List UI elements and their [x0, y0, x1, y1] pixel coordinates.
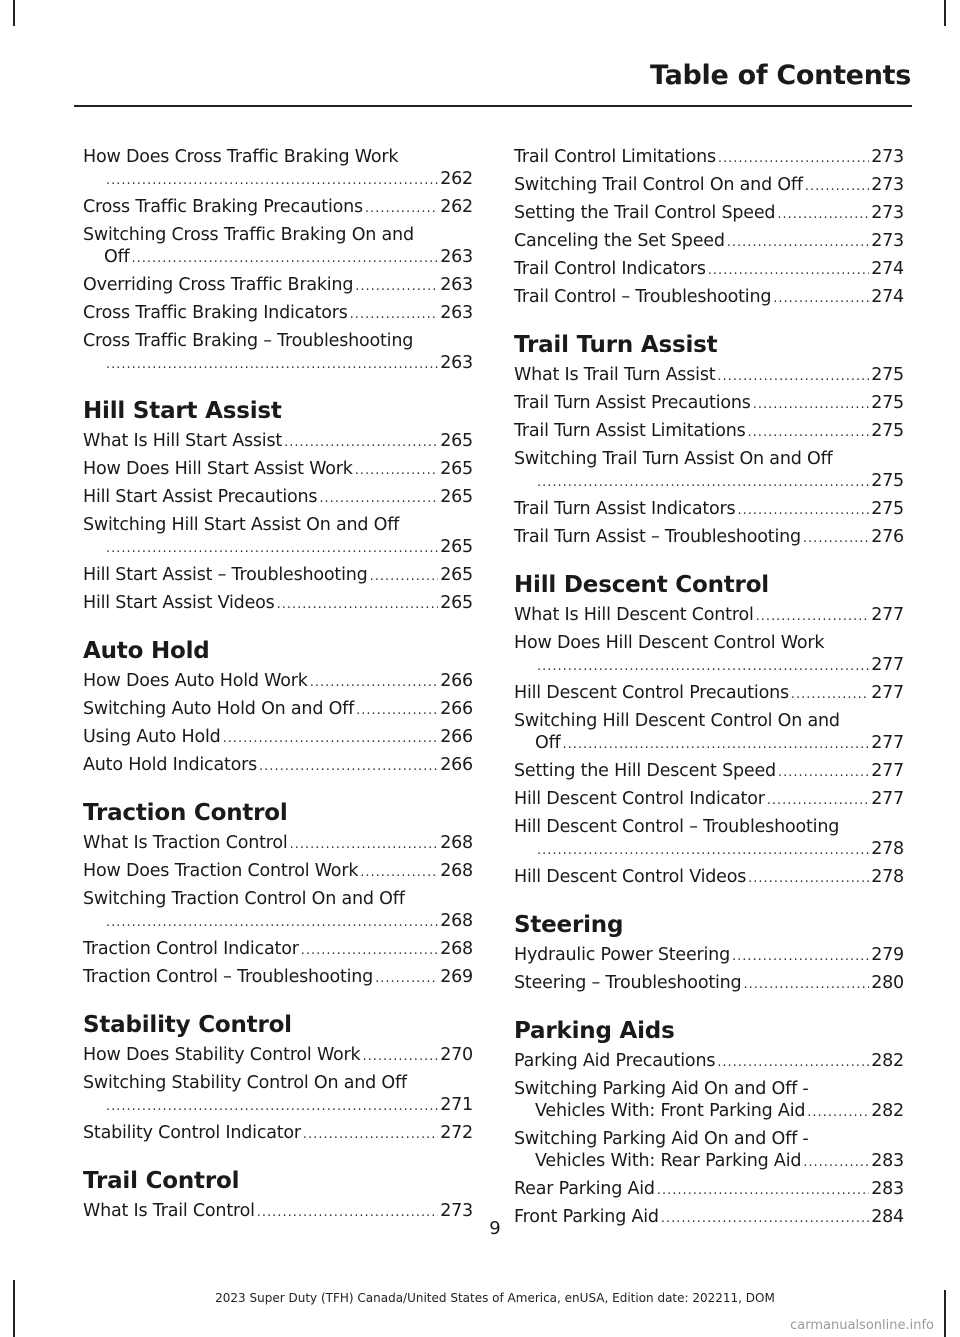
toc-entry-label: How Does Auto Hold Work	[83, 671, 308, 691]
toc-entry-page: 266	[440, 671, 473, 691]
toc-entry[interactable]	[83, 458, 473, 482]
toc-entry-leader-row	[83, 352, 473, 376]
toc-entry-leader-row	[514, 788, 904, 812]
toc-entry[interactable]	[83, 486, 473, 510]
toc-entry-label: Switching Parking Aid On and Off -	[514, 1079, 809, 1099]
dot-leader	[807, 1102, 869, 1124]
toc-entry-label: Stability Control Indicator	[83, 1123, 301, 1143]
toc-entry[interactable]	[83, 726, 473, 750]
toc-entry-page: 275	[871, 471, 904, 491]
toc-entry-label: Overriding Cross Traffic Braking	[83, 275, 354, 295]
dot-leader	[737, 500, 869, 522]
toc-entry[interactable]	[83, 966, 473, 990]
toc-entry-leader-row	[83, 938, 473, 962]
toc-entry-label: Canceling the Set Speed	[514, 231, 725, 251]
toc-entry-leader-row	[83, 274, 473, 298]
toc-entry-page: 283	[871, 1151, 904, 1171]
toc-entry-page: 280	[871, 973, 904, 993]
dot-leader	[777, 204, 869, 226]
toc-entry-label: Hill Descent Control Precautions	[514, 683, 789, 703]
dot-leader	[717, 1052, 869, 1074]
toc-entry[interactable]	[514, 174, 904, 198]
toc-entry[interactable]	[514, 498, 904, 522]
edition-footer: 2023 Super Duty (TFH) Canada/United States of America, enUSA, Edition date: 202211, DOM	[215, 1291, 775, 1305]
toc-entry-page: 276	[871, 527, 904, 547]
toc-entry[interactable]	[514, 788, 904, 812]
toc-entry-leader-row	[514, 286, 904, 310]
toc-entry[interactable]	[83, 302, 473, 326]
toc-entry-leader-row	[514, 654, 904, 678]
toc-entry[interactable]	[83, 196, 473, 220]
toc-entry-leader-row	[514, 604, 904, 628]
toc-entry-label: How Does Traction Control Work	[83, 861, 359, 881]
toc-entry-label: Rear Parking Aid	[514, 1179, 655, 1199]
toc-entry-leader-row	[514, 498, 904, 522]
toc-entry[interactable]	[514, 202, 904, 226]
toc-entry-leader-row	[514, 732, 904, 756]
toc-entry[interactable]	[83, 1072, 473, 1118]
crop-mark-top-right	[944, 0, 946, 26]
toc-entry-label: Switching Hill Start Assist On and Off	[83, 515, 400, 535]
toc-entry-leader-row	[83, 754, 473, 778]
toc-entry[interactable]	[83, 146, 473, 192]
dot-leader	[743, 974, 869, 996]
toc-entry-leader-row	[83, 966, 473, 990]
toc-entry-page: 277	[871, 789, 904, 809]
toc-entry[interactable]	[514, 392, 904, 416]
toc-entry-label: Hill Descent Control Indicator	[514, 789, 765, 809]
dot-leader	[778, 762, 869, 784]
toc-entry-page: 273	[871, 175, 904, 195]
page-title: Table of Contents	[649, 60, 911, 91]
toc-entry-page: 263	[440, 353, 473, 373]
toc-entry-page: 265	[440, 487, 473, 507]
toc-entry-page: 263	[440, 303, 473, 323]
toc-entry-leader-row	[514, 760, 904, 784]
dot-leader	[106, 170, 438, 192]
toc-entry-label-continued: Vehicles With: Front Parking Aid	[535, 1101, 806, 1121]
dot-leader	[791, 684, 869, 706]
dot-leader	[718, 148, 869, 170]
dot-leader	[767, 790, 869, 812]
toc-entry[interactable]	[514, 816, 904, 862]
toc-entry-page: 275	[871, 365, 904, 385]
toc-entry-label-continued: Off	[104, 247, 130, 267]
toc-entry-page: 277	[871, 761, 904, 781]
toc-entry[interactable]	[514, 146, 904, 170]
section-heading: Parking Aids	[514, 1018, 675, 1044]
dot-leader	[708, 260, 869, 282]
toc-entry[interactable]	[514, 420, 904, 444]
toc-entry-page: 273	[440, 1201, 473, 1221]
toc-entry[interactable]	[514, 682, 904, 706]
toc-entry-leader-row	[83, 860, 473, 884]
toc-entry[interactable]	[514, 604, 904, 628]
toc-entry-label: Hill Descent Control – Troubleshooting	[514, 817, 840, 837]
watermark: carmanualsonline.info	[790, 1318, 934, 1333]
section-heading: Trail Turn Assist	[514, 332, 718, 358]
toc-entry-page: 268	[440, 861, 473, 881]
toc-entry-leader-row	[83, 486, 473, 510]
section-heading: Stability Control	[83, 1012, 292, 1038]
toc-entry-leader-row	[83, 910, 473, 934]
toc-entry-label: Hill Descent Control Videos	[514, 867, 747, 887]
toc-entry[interactable]	[514, 944, 904, 968]
section-heading: Hill Start Assist	[83, 398, 282, 424]
toc-entry[interactable]	[83, 592, 473, 616]
dot-leader	[350, 304, 439, 326]
toc-entry-page: 279	[871, 945, 904, 965]
toc-entry-page: 283	[871, 1179, 904, 1199]
toc-entry-leader-row	[83, 302, 473, 326]
toc-entry-page: 278	[871, 839, 904, 859]
toc-entry-label: Trail Turn Assist Precautions	[514, 393, 751, 413]
toc-entry-page: 265	[440, 537, 473, 557]
toc-entry-label: Setting the Trail Control Speed	[514, 203, 776, 223]
toc-entry-leader-row	[83, 592, 473, 616]
dot-leader	[106, 1096, 438, 1118]
section-heading: Hill Descent Control	[514, 572, 769, 598]
dot-leader	[365, 198, 438, 220]
toc-entry[interactable]	[514, 230, 904, 254]
toc-entry-leader-row	[514, 470, 904, 494]
toc-entry-page: 271	[440, 1095, 473, 1115]
dot-leader	[805, 176, 869, 198]
toc-entry-leader-row	[83, 430, 473, 454]
toc-entry-label: Switching Hill Descent Control On and	[514, 711, 840, 731]
toc-entry[interactable]	[514, 1078, 904, 1124]
toc-entry-leader-row	[514, 364, 904, 388]
dot-leader	[223, 728, 439, 750]
toc-entry-page: 277	[871, 733, 904, 753]
toc-entry-page: 275	[871, 393, 904, 413]
toc-entry[interactable]	[514, 1128, 904, 1174]
toc-entry-page: 277	[871, 683, 904, 703]
dot-leader	[370, 566, 439, 588]
toc-entry[interactable]	[83, 670, 473, 694]
toc-entry-label: Hill Start Assist Videos	[83, 593, 275, 613]
section-heading: Auto Hold	[83, 638, 210, 664]
toc-entry-leader-row	[514, 1100, 904, 1124]
toc-entry-leader-row	[83, 670, 473, 694]
dot-leader	[537, 656, 869, 678]
toc-entry-page: 273	[871, 231, 904, 251]
dot-leader	[362, 1046, 438, 1068]
section-heading: Traction Control	[83, 800, 288, 826]
toc-entry[interactable]	[514, 286, 904, 310]
toc-entry[interactable]	[83, 860, 473, 884]
toc-entry-leader-row	[514, 838, 904, 862]
toc-entry-label: Front Parking Aid	[514, 1207, 659, 1227]
dot-leader	[301, 940, 438, 962]
toc-entry-page: 282	[871, 1051, 904, 1071]
toc-entry[interactable]	[83, 564, 473, 588]
toc-entry-leader-row	[514, 972, 904, 996]
dot-leader	[748, 422, 870, 444]
toc-entry-leader-row	[83, 196, 473, 220]
toc-entry-page: 274	[871, 259, 904, 279]
toc-entry-label: How Does Stability Control Work	[83, 1045, 361, 1065]
section-heading: Steering	[514, 912, 624, 938]
dot-leader	[773, 288, 869, 310]
toc-entry-label: Trail Turn Assist Limitations	[514, 421, 746, 441]
toc-entry-leader-row	[514, 392, 904, 416]
dot-leader	[537, 840, 869, 862]
toc-entry[interactable]	[514, 972, 904, 996]
toc-entry-leader-row	[514, 420, 904, 444]
toc-left-column	[83, 146, 473, 1228]
toc-entry-label: Switching Trail Control On and Off	[514, 175, 803, 195]
toc-entry[interactable]	[514, 526, 904, 550]
toc-entry-leader-row	[514, 944, 904, 968]
toc-entry-leader-row	[514, 146, 904, 170]
toc-entry-label: Cross Traffic Braking – Troubleshooting	[83, 331, 414, 351]
toc-entry-label: How Does Hill Descent Control Work	[514, 633, 825, 653]
toc-entry-label: Switching Auto Hold On and Off	[83, 699, 355, 719]
toc-entry[interactable]	[83, 274, 473, 298]
dot-leader	[563, 734, 870, 756]
toc-entry-label: Traction Control Indicator	[83, 939, 299, 959]
toc-entry-page: 268	[440, 911, 473, 931]
toc-entry[interactable]	[514, 710, 904, 756]
toc-entry-label: Steering – Troubleshooting	[514, 973, 742, 993]
toc-entry-leader-row	[83, 536, 473, 560]
toc-entry-label: Parking Aid Precautions	[514, 1051, 716, 1071]
toc-entry-leader-row	[83, 168, 473, 192]
dot-leader	[537, 472, 869, 494]
toc-entry[interactable]	[514, 760, 904, 784]
crop-mark-bottom-left	[13, 1280, 15, 1337]
toc-entry-page: 284	[871, 1207, 904, 1227]
toc-entry[interactable]	[83, 1122, 473, 1146]
toc-entry[interactable]	[514, 866, 904, 890]
dot-leader	[360, 862, 438, 884]
toc-entry[interactable]	[514, 1050, 904, 1074]
toc-entry[interactable]	[83, 330, 473, 376]
toc-entry-page: 277	[871, 605, 904, 625]
dot-leader	[284, 432, 438, 454]
dot-leader	[732, 946, 869, 968]
dot-leader	[803, 1152, 869, 1174]
toc-entry-label: Switching Cross Traffic Braking On and	[83, 225, 414, 245]
toc-entry-label-continued: Off	[535, 733, 561, 753]
dot-leader	[259, 756, 438, 778]
toc-entry-page: 282	[871, 1101, 904, 1121]
toc-entry-page: 278	[871, 867, 904, 887]
toc-entry-page: 270	[440, 1045, 473, 1065]
toc-entry-page: 262	[440, 169, 473, 189]
toc-entry[interactable]	[514, 448, 904, 494]
dot-leader	[375, 968, 438, 990]
toc-entry[interactable]	[83, 224, 473, 270]
toc-entry-leader-row	[514, 1178, 904, 1202]
toc-entry-page: 263	[440, 275, 473, 295]
dot-leader	[106, 912, 438, 934]
dot-leader	[727, 232, 869, 254]
toc-entry-leader-row	[514, 1050, 904, 1074]
toc-entry-label: Trail Control – Troubleshooting	[514, 287, 772, 307]
toc-entry-page: 272	[440, 1123, 473, 1143]
header-divider	[74, 105, 912, 107]
toc-entry-label: Hill Start Assist Precautions	[83, 487, 318, 507]
toc-entry-leader-row	[83, 246, 473, 270]
toc-entry-label: What Is Trail Turn Assist	[514, 365, 716, 385]
dot-leader	[717, 366, 869, 388]
toc-entry[interactable]	[514, 1178, 904, 1202]
toc-entry-page: 269	[440, 967, 473, 987]
toc-entry-leader-row	[514, 230, 904, 254]
toc-entry-leader-row	[83, 1044, 473, 1068]
toc-entry[interactable]	[514, 632, 904, 678]
section-heading: Trail Control	[83, 1168, 240, 1194]
toc-entry-label: Auto Hold Indicators	[83, 755, 258, 775]
toc-entry-leader-row	[514, 202, 904, 226]
toc-entry-page: 277	[871, 655, 904, 675]
toc-entry-page: 265	[440, 593, 473, 613]
dot-leader	[803, 528, 869, 550]
toc-entry-label: Trail Turn Assist Indicators	[514, 499, 736, 519]
toc-entry-page: 275	[871, 499, 904, 519]
toc-entry-label: How Does Cross Traffic Braking Work	[83, 147, 399, 167]
toc-entry-label: Traction Control – Troubleshooting	[83, 967, 374, 987]
toc-entry-page: 273	[871, 147, 904, 167]
dot-leader	[319, 488, 438, 510]
toc-entry-leader-row	[514, 866, 904, 890]
toc-entry[interactable]	[83, 832, 473, 856]
dot-leader	[756, 606, 870, 628]
toc-entry[interactable]	[83, 430, 473, 454]
page-number: 9	[489, 1218, 501, 1239]
toc-entry-leader-row	[514, 1150, 904, 1174]
dot-leader	[132, 248, 439, 270]
toc-entry[interactable]	[514, 364, 904, 388]
toc-entry-label: What Is Hill Start Assist	[83, 431, 283, 451]
toc-entry-page: 274	[871, 287, 904, 307]
toc-entry-leader-row	[83, 726, 473, 750]
dot-leader	[356, 700, 438, 722]
dot-leader	[748, 868, 869, 890]
toc-entry-page: 265	[440, 431, 473, 451]
toc-entry[interactable]	[83, 888, 473, 934]
toc-entry-label: Trail Turn Assist – Troubleshooting	[514, 527, 801, 547]
toc-entry-leader-row	[83, 832, 473, 856]
toc-entry-label: Using Auto Hold	[83, 727, 221, 747]
toc-entry-label: Cross Traffic Braking Precautions	[83, 197, 363, 217]
toc-entry-leader-row	[514, 682, 904, 706]
dot-leader	[106, 538, 438, 560]
toc-entry-label: Hill Start Assist – Troubleshooting	[83, 565, 368, 585]
toc-entry[interactable]	[83, 938, 473, 962]
toc-right-column	[514, 146, 904, 1234]
toc-entry-page: 265	[440, 565, 473, 585]
toc-entry[interactable]	[514, 258, 904, 282]
crop-mark-top-left	[13, 0, 15, 26]
toc-entry-label: Switching Traction Control On and Off	[83, 889, 405, 909]
toc-entry-leader-row	[83, 458, 473, 482]
toc-entry-label: Hydraulic Power Steering	[514, 945, 730, 965]
toc-entry[interactable]	[83, 754, 473, 778]
toc-entry-label: Switching Trail Turn Assist On and Off	[514, 449, 833, 469]
toc-entry-label: Switching Parking Aid On and Off -	[514, 1129, 809, 1149]
toc-entry-page: 268	[440, 939, 473, 959]
toc-entry[interactable]	[83, 514, 473, 560]
dot-leader	[753, 394, 869, 416]
toc-entry-leader-row	[83, 698, 473, 722]
toc-entry-page: 266	[440, 755, 473, 775]
toc-entry-label-continued: Vehicles With: Rear Parking Aid	[535, 1151, 802, 1171]
toc-entry[interactable]	[83, 698, 473, 722]
toc-entry-leader-row	[514, 174, 904, 198]
dot-leader	[310, 672, 439, 694]
toc-entry-page: 266	[440, 699, 473, 719]
toc-entry-leader-row	[83, 1094, 473, 1118]
toc-entry-label: What Is Trail Control	[83, 1201, 255, 1221]
dot-leader	[106, 354, 438, 376]
toc-entry[interactable]	[83, 1044, 473, 1068]
toc-entry-label: Cross Traffic Braking Indicators	[83, 303, 348, 323]
toc-entry-leader-row	[514, 526, 904, 550]
toc-entry-page: 263	[440, 247, 473, 267]
toc-entry-label: How Does Hill Start Assist Work	[83, 459, 353, 479]
toc-entry-leader-row	[83, 1122, 473, 1146]
toc-entry-page: 275	[871, 421, 904, 441]
toc-entry-label: Setting the Hill Descent Speed	[514, 761, 776, 781]
toc-entry-label: What Is Traction Control	[83, 833, 288, 853]
toc-entry-leader-row	[514, 258, 904, 282]
toc-entry-label: What Is Hill Descent Control	[514, 605, 754, 625]
toc-entry-label: Trail Control Indicators	[514, 259, 706, 279]
toc-entry-label: Switching Stability Control On and Off	[83, 1073, 407, 1093]
dot-leader	[657, 1180, 869, 1202]
toc-entry-page: 273	[871, 203, 904, 223]
dot-leader	[290, 834, 439, 856]
toc-entry-page: 268	[440, 833, 473, 853]
toc-entry-page: 266	[440, 727, 473, 747]
dot-leader	[355, 460, 438, 482]
toc-entry-page: 265	[440, 459, 473, 479]
toc-entry-leader-row	[83, 564, 473, 588]
dot-leader	[303, 1124, 438, 1146]
toc-entry-label: Trail Control Limitations	[514, 147, 716, 167]
toc-entry-page: 262	[440, 197, 473, 217]
dot-leader	[355, 276, 438, 298]
dot-leader	[277, 594, 439, 616]
